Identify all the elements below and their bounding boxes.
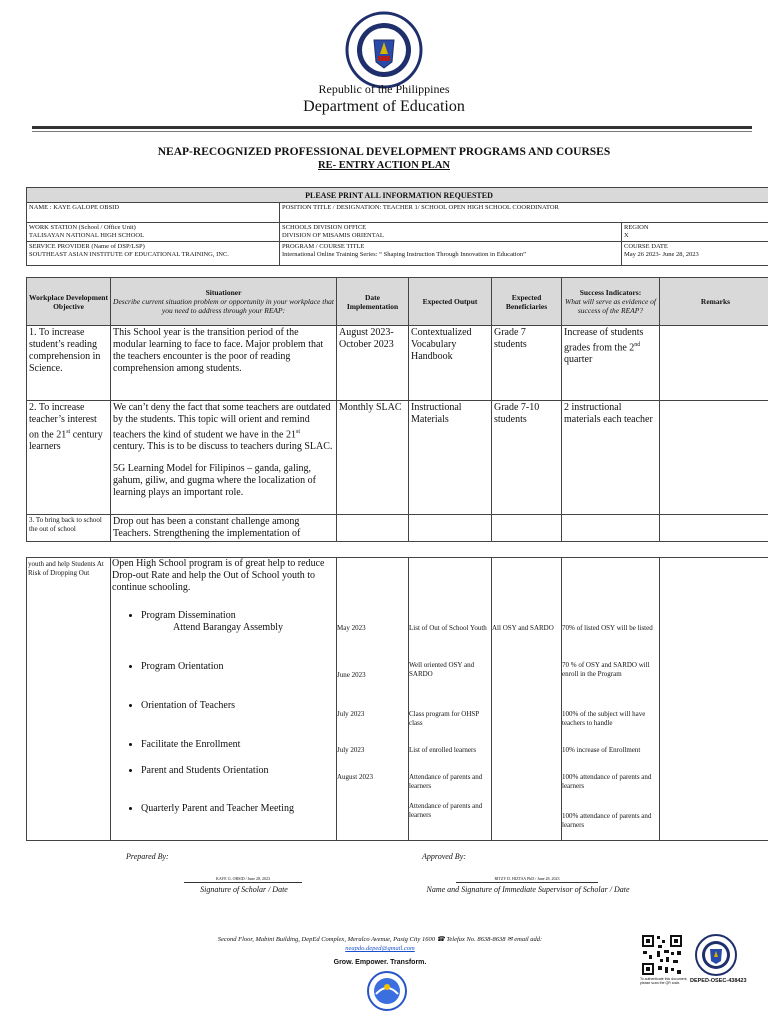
- activity-date: August 2023: [337, 773, 373, 781]
- program-label: PROGRAM / COURSE TITLE: [282, 243, 365, 250]
- scholar-name: KAYE G. OBSID / June 28, 2023: [215, 876, 271, 881]
- row1-remarks: [660, 326, 768, 401]
- list-item: [141, 661, 223, 673]
- activity-title: Program Orientation: [141, 661, 224, 672]
- row2-indicators: 2 instructional materials each teacher: [562, 401, 660, 515]
- footer-telefax: Telefax No. 8638-8638: [446, 936, 506, 943]
- cont-situationer: Open High School program is of great help to reduce Drop-out Rate and help the Out of School youth to continue schooling.: [112, 558, 325, 593]
- phone-icon: ☎: [436, 936, 445, 943]
- situationer-sub: Describe current situation problem or opportunity in your workplace that you need to address through your REAP:: [113, 297, 334, 315]
- row2-objective-text: 2. To increase teacher’s interest on the 21: [29, 402, 97, 441]
- row3-output: [409, 515, 492, 542]
- qr-caption: To authenticate this document, please scan the QR code.: [640, 977, 688, 985]
- region-field: [622, 223, 768, 242]
- footer-email-label: email add:: [514, 936, 543, 943]
- doc-title: NEAP-RECOGNIZED PROFESSIONAL DEVELOPMENT PROGRAMS AND COURSES: [157, 146, 611, 158]
- activity-title: Parent and Students Orientation: [141, 765, 269, 776]
- list-item: [141, 700, 235, 712]
- col-beneficiaries: Expected Beneficiaries: [492, 278, 562, 326]
- row2-objective-tail: century learners: [29, 429, 103, 453]
- row1-indicator-text: Increase of students grades from the 2: [564, 327, 644, 354]
- workstation-label: WORK STATION (School / Office Unit): [29, 224, 136, 231]
- table-row: [27, 515, 768, 542]
- info-banner: PLEASE PRINT ALL INFORMATION REQUESTED: [27, 188, 768, 203]
- table-row: [27, 401, 768, 515]
- supervisor-name: RITZY D. HIZTSA PhD / June 28, 2023: [494, 876, 560, 881]
- deped-seal-small-icon: [694, 933, 738, 977]
- activity-indicator: 10% increase of Enrollment: [562, 746, 641, 754]
- region-value: X: [624, 232, 629, 239]
- footer-address: Second Floor, Mabini Building, DepEd Complex, Meralco Avenue, Pasig City 1600: [217, 936, 435, 943]
- list-item: [141, 803, 294, 815]
- cont-objective: youth and help Students At Risk of Dropping Out: [28, 560, 104, 577]
- row3-remarks: [660, 515, 768, 542]
- row2-objective-sup: st: [66, 429, 71, 435]
- row2-output: Instructional Materials: [409, 401, 492, 515]
- list-item: [141, 739, 240, 751]
- deped-seal: [344, 10, 424, 90]
- row2-beneficiaries: Grade 7-10 students: [492, 401, 562, 515]
- indicators-sub: What will serve as evidence of success of the REAP?: [564, 297, 656, 315]
- col-situationer: [111, 278, 337, 326]
- provider-field: [27, 242, 280, 266]
- row2-situationer-sup: st: [296, 429, 301, 435]
- activity-beneficiaries: All OSY and SARDO: [492, 624, 554, 632]
- activity-title: Program Dissemination: [141, 610, 236, 621]
- activity-indicator: 100% attendance of parents and learners: [562, 773, 652, 790]
- row2-situationer-p2: 5G Learning Model for Filipinos – ganda, galing, gahum, giliw, and gugma where the localization of learning plays an important role.: [113, 463, 316, 499]
- row3-indicators: [562, 515, 660, 542]
- activity-output: Well oriented OSY and SARDO: [409, 661, 475, 678]
- deped-seal-icon: [344, 10, 424, 90]
- position-field: POSITION TITLE / DESIGNATION: TEACHER 1/ SCHOOL OPEN HIGH SCHOOL COORDINATOR: [280, 203, 768, 223]
- workstation-field: [27, 223, 280, 242]
- activity-output: Attendance of parents and learners: [409, 802, 483, 819]
- list-item: [141, 610, 283, 634]
- activity-output: List of enrolled learners: [409, 746, 477, 754]
- table-row: [27, 326, 768, 401]
- activity-indicator: 70 % of OSY and SARDO will enroll in the Program: [562, 661, 650, 678]
- action-plan-table: [26, 277, 768, 542]
- activity-date: May 2023: [337, 624, 366, 632]
- footer-address-line: [180, 935, 580, 943]
- provider-value: SOUTHEAST ASIAN INSTITUTE OF EDUCATIONAL TRAINING, INC.: [29, 251, 229, 258]
- scholar-caption: Signature of Scholar / Date: [200, 885, 288, 894]
- row1-indicators: [562, 326, 660, 401]
- qr-code: [640, 933, 684, 977]
- qr-code-icon: [640, 933, 684, 977]
- scholar-signature-line: [184, 882, 302, 883]
- row3-beneficiaries: [492, 515, 562, 542]
- row2-objective: [27, 401, 111, 515]
- name-field: NAME : KAYE GALOPE OBSID: [27, 203, 280, 223]
- row1-situationer: This School year is the transition period of the modular learning to face to face. Major problem that the teachers encounter is the poor of reading comprehension among students.: [111, 326, 337, 401]
- activity-indicator: 100% attendance of parents and learners: [562, 812, 652, 829]
- header-rule-thin: [32, 131, 752, 132]
- division-label: SCHOOLS DIVISION OFFICE: [282, 224, 367, 231]
- row2-situationer-tail: century. This is to be discuss to teachers during SLAC.: [113, 441, 333, 453]
- program-field: [280, 242, 622, 266]
- activity-sub: Attend Barangay Assembly: [173, 622, 283, 633]
- doc-subtitle: RE- ENTRY ACTION PLAN: [318, 160, 450, 171]
- row1-date: August 2023-October 2023: [337, 326, 409, 401]
- col-remarks: Remarks: [660, 278, 768, 326]
- supervisor-caption: Name and Signature of Immediate Supervisor of Scholar / Date: [426, 885, 630, 894]
- supervisor-signature-line: [456, 882, 598, 883]
- neap-logo: [366, 970, 408, 1012]
- activity-output: Attendance of parents and learners: [409, 773, 483, 790]
- row3-date: [337, 515, 409, 542]
- activity-date: June 2023: [337, 671, 366, 679]
- continuation-table: [26, 557, 768, 841]
- row2-situationer: [111, 401, 337, 515]
- department-name: Department of Education: [303, 98, 465, 115]
- activity-output: List of Out of School Youth: [409, 624, 487, 632]
- divider: [491, 558, 492, 840]
- row1-output: Contextualized Vocabulary Handbook: [409, 326, 492, 401]
- row2-date: Monthly SLAC: [337, 401, 409, 515]
- divider: [659, 558, 660, 840]
- row1-indicator-sup: nd: [634, 342, 641, 348]
- row1-indicator-tail: quarter: [564, 354, 593, 366]
- activity-date: July 2023: [337, 710, 365, 718]
- row2-remarks: [660, 401, 768, 515]
- activity-indicator: 100% of the subject will have teachers to handle: [562, 710, 646, 727]
- indicators-title: Success Indicators:: [579, 288, 642, 297]
- activity-title: Orientation of Teachers: [141, 700, 236, 711]
- activity-date: July 2023: [337, 746, 365, 754]
- activity-title: Facilitate the Enrollment: [141, 739, 241, 750]
- col-date: Date Implementation: [337, 278, 409, 326]
- divider: [336, 558, 337, 840]
- course-date-field: [622, 242, 768, 266]
- col-output: Expected Output: [409, 278, 492, 326]
- row3-situationer: Drop out has been a constant challenge among Teachers. Strengthening the implementation of: [111, 515, 337, 542]
- row3-objective: 3. To bring back to school the out of school: [27, 515, 111, 542]
- email-icon: ✉: [507, 936, 513, 943]
- neap-logo-icon: [366, 970, 408, 1012]
- divider: [110, 558, 111, 840]
- region-label: REGION: [624, 224, 649, 231]
- doc-code: DEPED-OSEC-438423: [690, 978, 747, 984]
- divider: [561, 558, 562, 840]
- row1-beneficiaries: Grade 7 students: [492, 326, 562, 401]
- situationer-title: Situationer: [205, 288, 242, 297]
- footer-tagline: Grow. Empower. Transform.: [333, 959, 427, 966]
- deped-footer-seal: [694, 933, 738, 977]
- divider: [408, 558, 409, 840]
- activity-output: Class program for OHSP class: [409, 710, 479, 727]
- activity-indicator: 70% of listed OSY will be listed: [562, 624, 653, 632]
- republic-line: Republic of the Philippines: [318, 82, 450, 96]
- row2-situationer-text: We can’t deny the fact that some teachers are outdated by the students. This topic will orient and remind teachers the kind of student we have in the 21: [113, 402, 331, 441]
- provider-label: SERVICE PROVIDER (Name of DSP/LSP): [29, 243, 145, 250]
- col-objective: Workplace Development Objective: [27, 278, 111, 326]
- course-date-value: May 26 2023- June 28, 2023: [624, 251, 699, 258]
- activity-title: Quarterly Parent and Teacher Meeting: [141, 803, 294, 814]
- col-indicators: [562, 278, 660, 326]
- division-value: DIVISION OF MISAMIS ORIENTAL: [282, 232, 384, 239]
- prepared-by-label: Prepared By:: [126, 852, 169, 861]
- program-value: International Online Training Series: “ Shaping Instruction Through Innovation in Education”: [282, 251, 526, 258]
- list-item: [141, 765, 268, 777]
- workstation-value: TALISAYAN NATIONAL HIGH SCHOOL: [29, 232, 145, 239]
- footer-email-link[interactable]: neapdo.deped@gmail.com: [345, 945, 415, 952]
- row1-objective: 1. To increase student’s reading comprehension in Science.: [27, 326, 111, 401]
- approved-by-label: Approved By:: [422, 852, 466, 861]
- division-field: [280, 223, 622, 242]
- course-date-label: COURSE DATE: [624, 243, 668, 250]
- header-rule: [32, 126, 752, 129]
- info-table: [26, 187, 768, 266]
